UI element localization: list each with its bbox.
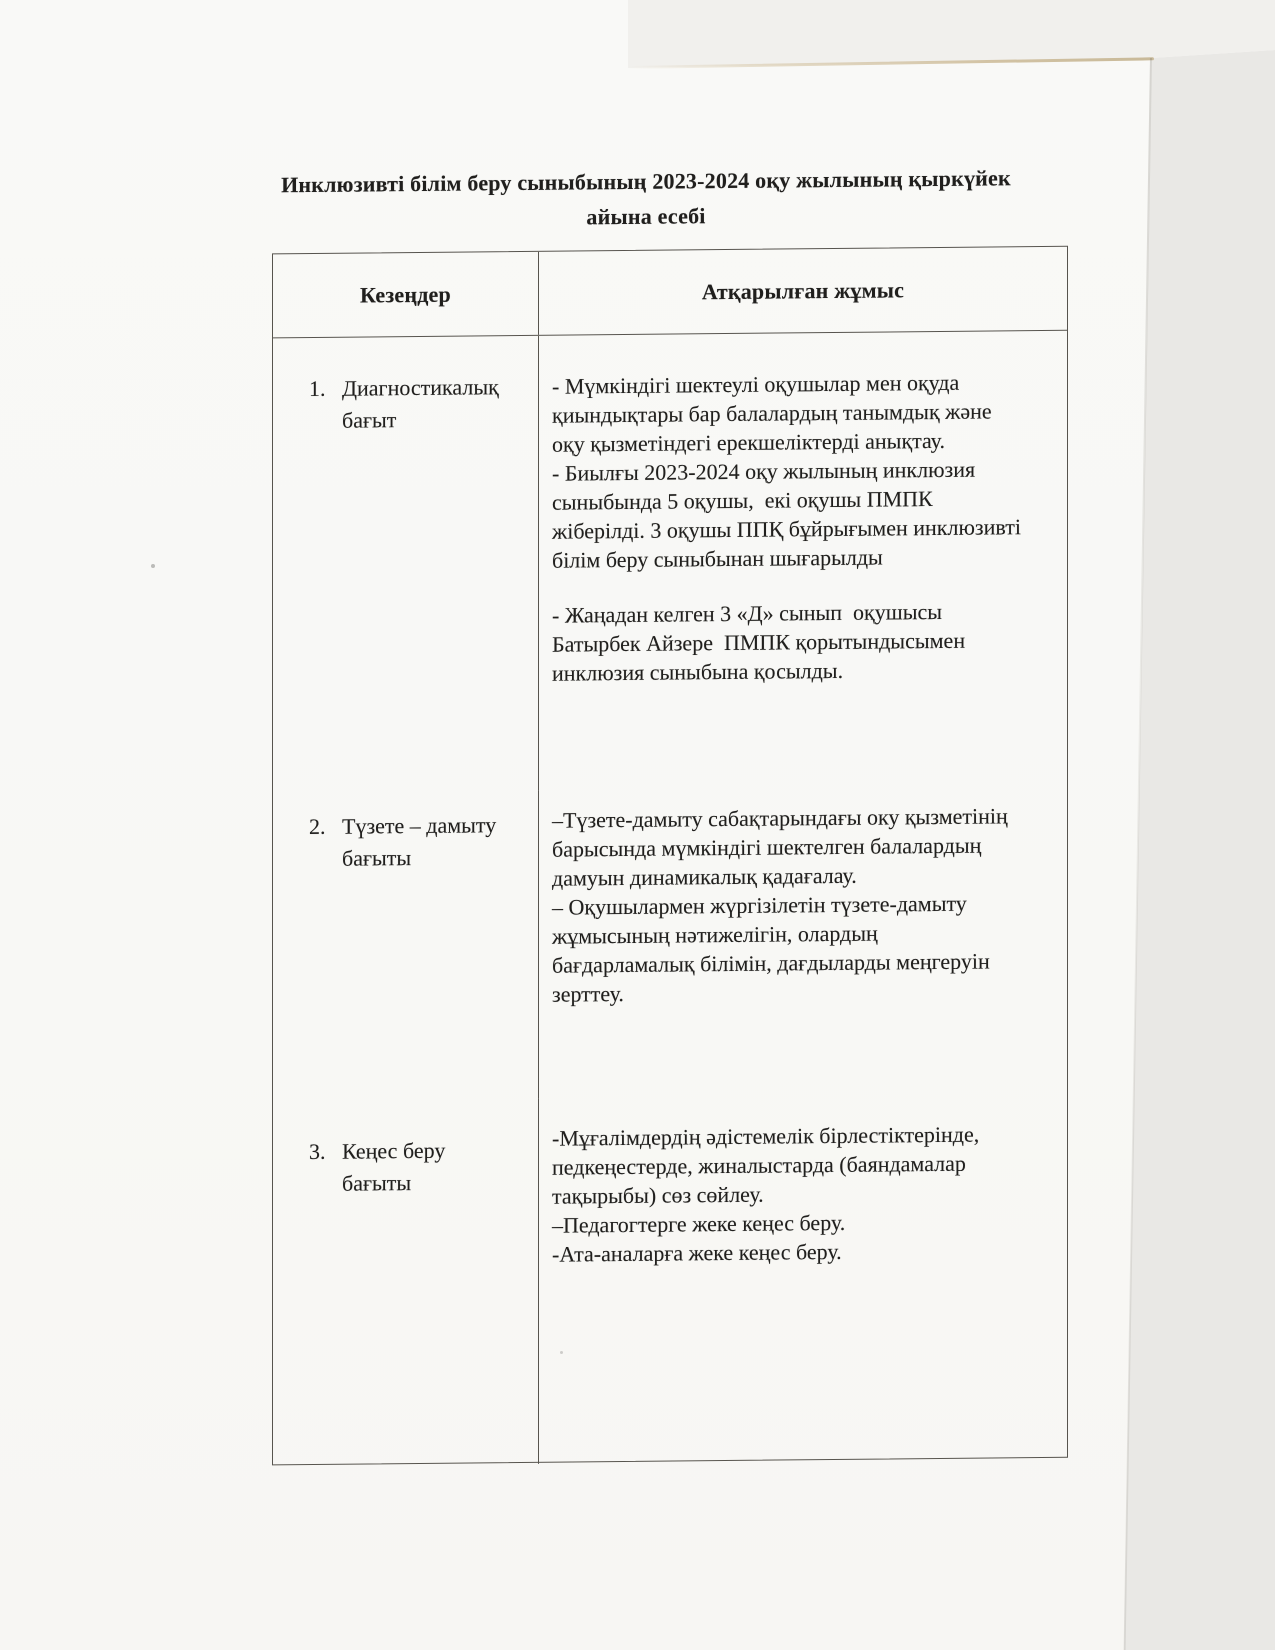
work-paragraph: – Оқушылармен жүргізілетін түзете-дамыту жұмысының нәтижелігін, олардың бағдарламалық білімін, дағдыларды меңгеруін зерттеу. <box>552 890 990 1007</box>
stage-cell-2 <box>273 791 539 1102</box>
page-title-line-2: айына есебі <box>586 203 706 230</box>
column-header-work-done: Атқарылған жұмыс <box>701 276 905 304</box>
stage-label-2: Түзете – дамыту бағыты <box>342 812 497 871</box>
stage-cell-1 <box>273 336 539 794</box>
table-row-correction <box>273 786 1067 1102</box>
table-row-diagnostic <box>273 331 1067 794</box>
column-header-stages: Кезеңдер <box>273 252 539 338</box>
page-title-line-1: Инклюзивті білім беру сыныбының 2023-2024 оқу жылының қыркүйек <box>281 165 1011 198</box>
work-paragraph: –Түзете-дамыту сабақтарындағы оку қызметінің барысында мүмкіндігі шектелген балалардың дамуын динамикалық қадағалау. <box>552 803 1008 891</box>
work-cell-3 <box>539 1094 1067 1464</box>
table-header-row <box>273 247 1067 339</box>
stage-number-2: 2. <box>309 813 326 840</box>
work-cell-2 <box>539 786 1067 1099</box>
work-paragraph: -Мұғалімдердің әдістемелік бірлестіктерінде, педкеңестерде, жиналыстарда (баяндамалар тақырыбы) сөз сөйлеу. <box>552 1121 980 1209</box>
work-paragraph: - Биылғы 2023-2024 оқу жылының инклюзия сыныбында 5 оқушы, екі оқушы ПМПК жіберілді. 3 оқушы ППҚ бұйрығымен инклюзивті білім беру сыныбынан шығарылды <box>552 456 1021 573</box>
work-paragraph: -Ата-аналарға жеке кеңес беру. <box>552 1238 842 1267</box>
stage-label-3: Кеңес беру бағыты <box>342 1137 446 1196</box>
stage-number-1: 1. <box>309 375 326 402</box>
page-title <box>240 160 1052 238</box>
work-paragraph: - Мүмкіндігі шектеулі оқушылар мен оқуда қиындықтары бар балалардың танымдық және оқу қызметіндегі ерекшеліктерді анықтау. <box>552 369 992 457</box>
work-cell-1 <box>539 331 1067 791</box>
work-paragraph: - Жаңадан келген 3 «Д» сынып оқушысы Батырбек Айзере ПМПК қорытындысымен инклюзия сыныбына қосылды. <box>552 598 966 686</box>
table-row-counselling <box>273 1094 1067 1467</box>
stage-cell-3 <box>273 1099 539 1467</box>
stage-number-3: 3. <box>309 1138 326 1165</box>
stage-label-1: Диагностикалық бағыт <box>342 374 499 433</box>
work-paragraph: –Педагогтерге жеке кеңес беру. <box>552 1209 846 1238</box>
report-table <box>272 246 1068 1466</box>
